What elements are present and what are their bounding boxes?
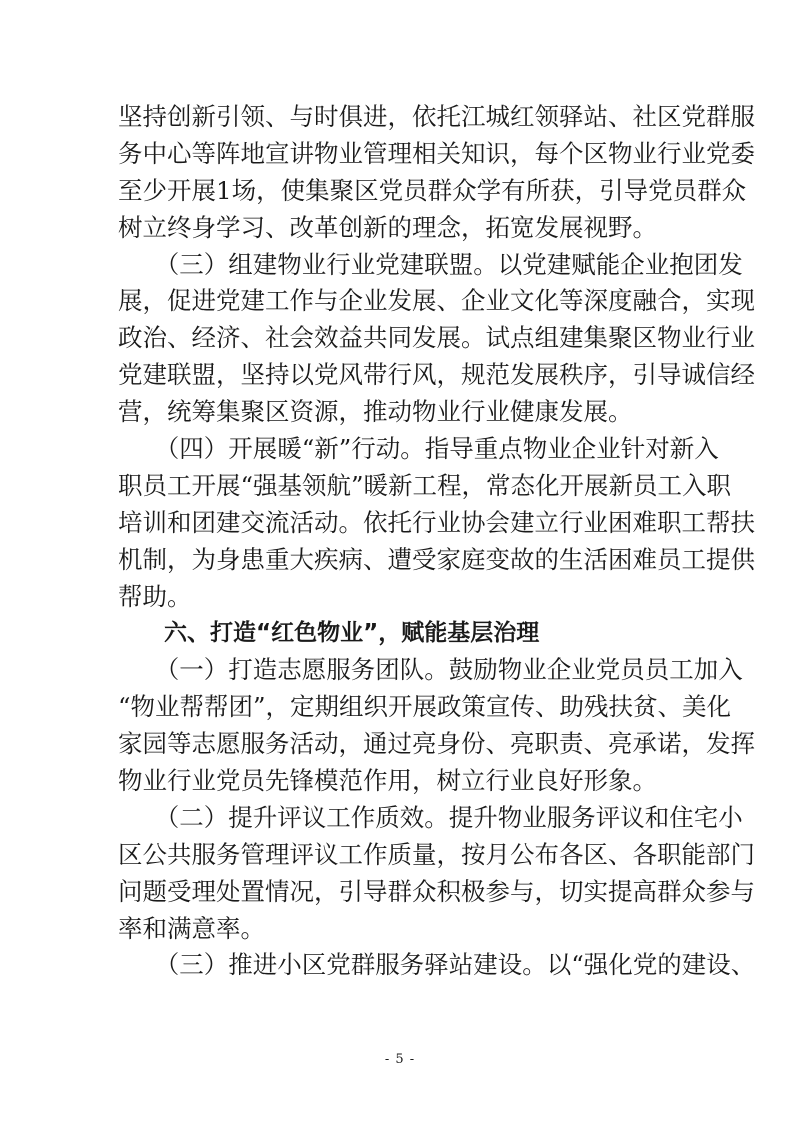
text-line: 至少开展1场，使集聚区党员群众学有所获，引导党员群众 <box>118 175 747 205</box>
text-line: 机制，为身患重大疾病、遭受家庭变故的生活困难员工提供 <box>118 544 755 574</box>
body-text <box>118 99 756 984</box>
text-line: 展，促进党建工作与企业发展、企业文化等深度融合，实现 <box>118 286 755 316</box>
text-line: 物业行业党员先锋模范作用，树立行业良好形象。 <box>118 766 657 796</box>
text-line: 树立终身学习、改革创新的理念，拓宽发展视野。 <box>118 212 657 242</box>
text-line: “物业帮帮团”，定期组织开展政策宣传、助残扶贫、美化 <box>118 692 732 722</box>
text-line: 帮助。 <box>118 581 192 611</box>
text-line: （四）开展暖“新”行动。指导重点物业企业针对新入 <box>118 434 719 464</box>
text-line: 党建联盟，坚持以党风带行风，规范发展秩序，引导诚信经 <box>118 360 755 390</box>
text-line: 区公共服务管理评议工作质量，按月公布各区、各职能部门 <box>118 839 755 869</box>
text-line: 问题受理处置情况，引导群众积极参与，切实提高群众参与 <box>118 876 755 906</box>
text-line: 职员工开展“强基领航”暖新工程，常态化开展新员工入职 <box>118 470 732 500</box>
text-line: （三）推进小区党群服务驿站建设。以“强化党的建设、 <box>118 950 756 980</box>
text-line: （三）组建物业行业党建联盟。以党建赋能企业抱团发 <box>118 249 743 279</box>
text-line: 率和满意率。 <box>118 913 265 943</box>
text-line: 坚持创新引领、与时俱进，依托江城红领驿站、社区党群服 <box>118 102 755 131</box>
text-line: 培训和团建交流活动。依托行业协会建立行业困难职工帮扶 <box>118 507 755 537</box>
text-line: 家园等志愿服务活动，通过亮身份、亮职责、亮承诺，发挥 <box>118 729 755 759</box>
text-line: 营，统筹集聚区资源，推动物业行业健康发展。 <box>118 397 633 427</box>
section-heading: 六、打造“红色物业”，赋能基层治理 <box>118 620 540 647</box>
text-line: （二）提升评议工作质效。提升物业服务评议和住宅小 <box>118 802 743 832</box>
text-line: （一）打造志愿服务团队。鼓励物业企业党员员工加入 <box>118 655 743 685</box>
text-line: 务中心等阵地宣讲物业管理相关知识，每个区物业行业党委 <box>118 138 755 168</box>
page-number: - 5 - <box>384 1052 416 1067</box>
text-line: 政治、经济、社会效益共同发展。试点组建集聚区物业行业 <box>118 323 755 353</box>
